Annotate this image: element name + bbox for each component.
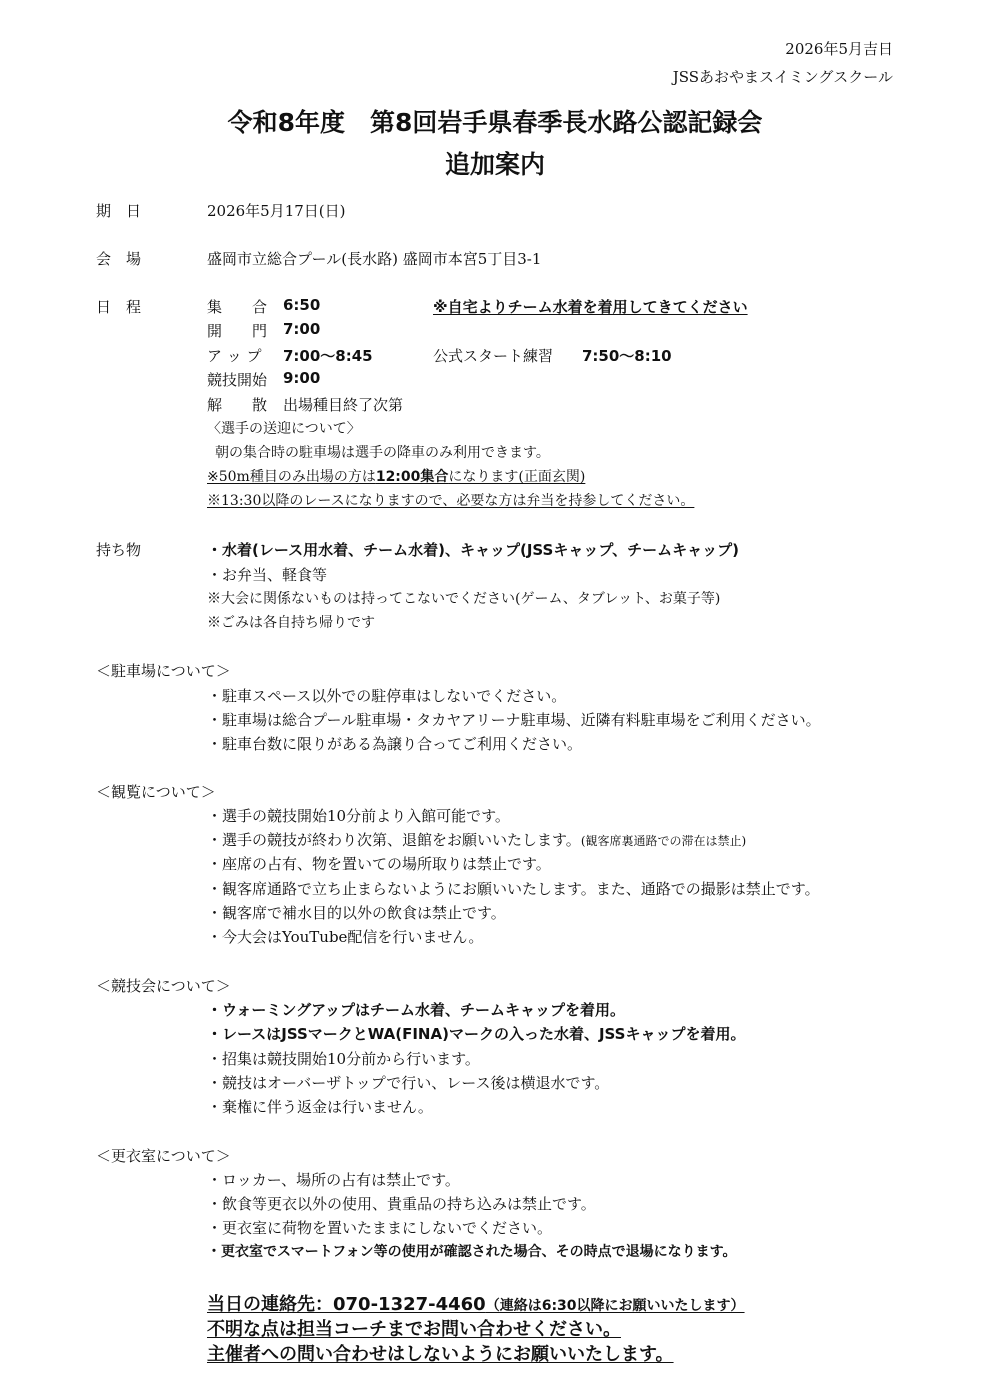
contact-line-coach: 不明な点は担当コーチまでお問い合わせください。 bbox=[207, 1319, 621, 1340]
note-50m bbox=[207, 466, 585, 486]
parking-item: ・駐車場は総合プール駐車場・タカヤアリーナ駐車場、近隣有料駐車場をご利用ください。 bbox=[207, 711, 821, 729]
transport-heading: 〈選手の送迎について〉 bbox=[207, 421, 361, 437]
issue-date: 2026年5月吉日 bbox=[785, 40, 893, 58]
competition-item: ・競技はオーバーザトップで行い、レース後は横退水です。 bbox=[207, 1074, 610, 1092]
gather-time: 6:50 bbox=[283, 296, 321, 314]
viewing-item: ・選手の競技開始10分前より入館可能です。 bbox=[207, 807, 510, 825]
competition-item: ・レースはJSSマークとWA(FINA)マークの入った水着、JSSキャップを着用。 bbox=[207, 1025, 746, 1043]
locker-heading: ＜更衣室について＞ bbox=[96, 1147, 231, 1165]
warmup-time: 7:00〜8:45 bbox=[283, 347, 373, 365]
contact-phone-line: 当日の連絡先：070-1327-4460 bbox=[207, 1294, 486, 1315]
viewing-item-small-note: (観客席裏通路での滞在は禁止) bbox=[580, 834, 747, 848]
viewing-item: ・観客席で補水目的以外の飲食は禁止です。 bbox=[207, 904, 506, 922]
start-label: 競技開始 bbox=[207, 371, 268, 389]
warmup-label: ア ッ プ bbox=[207, 347, 262, 365]
venue-value: 盛岡市立総合プール(長水路) 盛岡市本宮5丁目3-1 bbox=[207, 250, 542, 268]
schedule-label: 日 程 bbox=[96, 298, 142, 316]
organizer-name: JSSあおやまスイミングスクール bbox=[672, 68, 893, 86]
competition-item: ・ウォーミングアップはチーム水着、チームキャップを着用。 bbox=[207, 1001, 626, 1019]
belongings-label: 持ち物 bbox=[96, 541, 142, 559]
viewing-item: ・観客席通路で立ち止まらないようにお願いいたします。また、通路での撮影は禁止です。 bbox=[207, 880, 820, 898]
open-label: 開 門 bbox=[207, 322, 268, 340]
note-50m-bold: 12:00集合 bbox=[375, 469, 449, 485]
viewing-heading: ＜観覧について＞ bbox=[96, 783, 216, 801]
locker-item: ・飲食等更衣以外の使用、貴重品の持ち込みは禁止です。 bbox=[207, 1195, 596, 1213]
open-time: 7:00 bbox=[283, 320, 321, 338]
viewing-item: ・今大会はYouTube配信を行いません。 bbox=[207, 928, 484, 946]
note-lunch: ※13:30以降のレースになりますので、必要な方は弁当を持参してください。 bbox=[207, 493, 695, 509]
competition-item: ・棄権に伴う返金は行いません。 bbox=[207, 1098, 433, 1116]
belongings-note: ※ごみは各自持ち帰りです bbox=[207, 615, 375, 631]
contact-phone bbox=[207, 1290, 745, 1316]
gather-label: 集 合 bbox=[207, 298, 268, 316]
contact-line-organizer: 主催者への問い合わせはしないようにお願いいたします。 bbox=[207, 1344, 674, 1365]
date-value: 2026年5月17日(日) bbox=[207, 202, 346, 220]
viewing-item bbox=[207, 829, 746, 850]
competition-heading: ＜競技会について＞ bbox=[96, 977, 231, 995]
belongings-note: ※大会に関係ないものは持ってこないでください(ゲーム、タブレット、お菓子等) bbox=[207, 591, 721, 607]
gather-note: ※自宅よりチーム水着を着用してきてください bbox=[433, 298, 748, 316]
parking-item: ・駐車台数に限りがある為譲り合ってご利用ください。 bbox=[207, 735, 583, 753]
locker-item: ・更衣室でスマートフォン等の使用が確認された場合、その時点で退場になります。 bbox=[207, 1244, 737, 1260]
date-label: 期 日 bbox=[96, 202, 142, 220]
locker-item: ・ロッカー、場所の占有は禁止です。 bbox=[207, 1171, 460, 1189]
belongings-item: ・水着(レース用水着、チーム水着)、キャップ(JSSキャップ、チームキャップ) bbox=[207, 541, 739, 559]
document-subtitle: 追加案内 bbox=[444, 150, 545, 179]
viewing-item: ・座席の占有、物を置いての場所取りは禁止です。 bbox=[207, 855, 551, 873]
venue-label: 会 場 bbox=[96, 250, 142, 268]
competition-item: ・招集は競技開始10分前から行います。 bbox=[207, 1050, 480, 1068]
note-50m-prefix: ※50m種目のみ出場の方は bbox=[207, 469, 376, 485]
dismiss-value: 出場種目終了次第 bbox=[283, 396, 404, 414]
contact-phone-note: （連絡は6:30以降にお願いいたします） bbox=[485, 1298, 745, 1314]
start-practice-label: 公式スタート練習 bbox=[433, 347, 554, 365]
locker-item: ・更衣室に荷物を置いたままにしないでください。 bbox=[207, 1219, 553, 1237]
parking-item: ・駐車スペース以外での駐停車はしないでください。 bbox=[207, 687, 567, 705]
document-title: 令和8年度 第8回岩手県春季長水路公認記録会 bbox=[227, 108, 763, 137]
belongings-item: ・お弁当、軽食等 bbox=[207, 566, 328, 584]
dismiss-label: 解 散 bbox=[207, 396, 268, 414]
start-time: 9:00 bbox=[283, 369, 321, 387]
viewing-item-text: ・選手の競技が終わり次第、退館をお願いいたします。 bbox=[207, 831, 581, 849]
parking-heading: ＜駐車場について＞ bbox=[96, 662, 231, 680]
start-practice-time: 7:50〜8:10 bbox=[582, 347, 672, 365]
note-50m-suffix: になります(正面玄関) bbox=[448, 469, 586, 485]
transport-note: 朝の集合時の駐車場は選手の降車のみ利用できます。 bbox=[215, 445, 550, 461]
